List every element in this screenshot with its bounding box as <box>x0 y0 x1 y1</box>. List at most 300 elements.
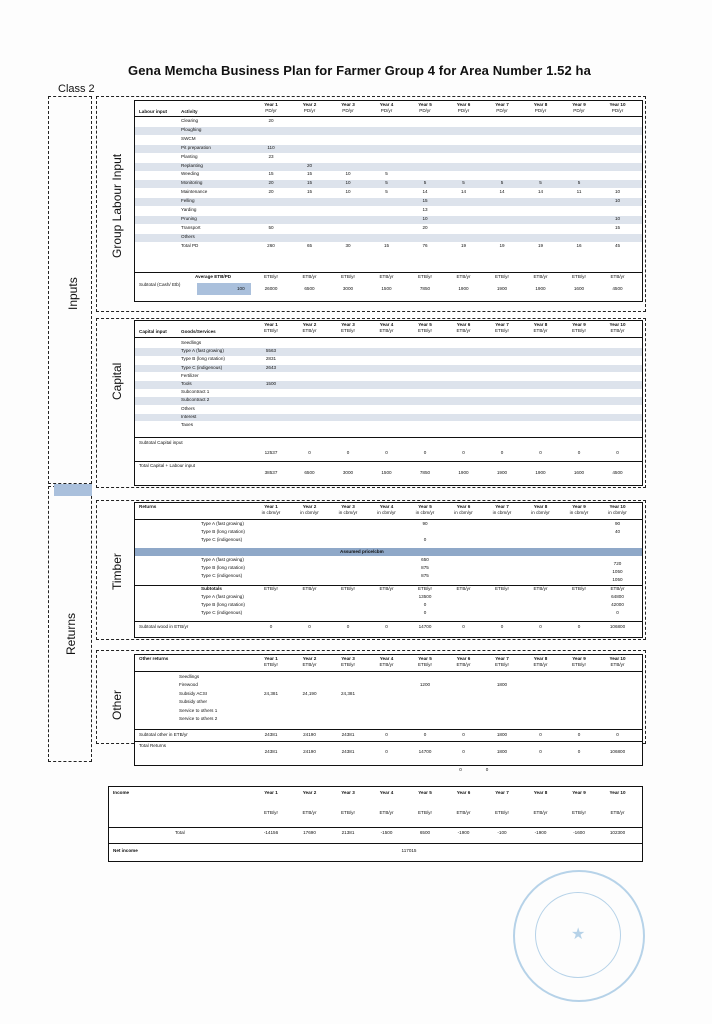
other-label: Other <box>110 689 124 720</box>
activity-label: Felling <box>181 198 195 204</box>
year-header: Year 3 <box>341 322 355 327</box>
year-header: Year 6 <box>456 102 471 107</box>
subtotal-wood-value: 0 <box>539 624 542 629</box>
other-total-value: 24381 <box>264 749 278 754</box>
price-band-row <box>135 548 642 556</box>
year-header: Year 10 <box>609 504 626 509</box>
net-income-label: Net income <box>113 848 138 853</box>
year-header: Year 10 <box>609 102 626 107</box>
unit-header: PD/yr <box>303 108 316 113</box>
unit-cell: ETB/yr <box>340 586 356 591</box>
price-y5: 875 <box>421 565 429 570</box>
year-header: Year 3 <box>341 790 355 795</box>
capital-subtotal-value: 12537 <box>264 450 278 455</box>
unit-header: ETB/yr <box>610 328 625 333</box>
unit-header: in cbm/yr <box>377 510 396 515</box>
income-total-value: -1900 <box>534 830 547 835</box>
unit-header: in cbm/yr <box>531 510 550 515</box>
unit-header: ETB/yr <box>263 662 279 667</box>
income-total-value: 21381 <box>341 830 355 835</box>
capital-total-value: 6500 <box>304 470 315 475</box>
year-header: Year 5 <box>418 656 432 661</box>
unit-header: ETB/yr <box>571 810 587 815</box>
unit-cell: ETB/yr <box>302 586 317 591</box>
unit-header: ETB/yr <box>417 810 433 815</box>
stamp-star-icon: ★ <box>571 926 586 943</box>
value-cell: 10 <box>614 189 621 195</box>
other-subtotal-value: 24190 <box>303 732 316 737</box>
activity-label: Monitoring <box>181 180 203 186</box>
value-cell: 76 <box>422 242 428 248</box>
value-cell: 40 <box>614 529 621 534</box>
table-row <box>135 198 642 206</box>
other-total-value: 0 <box>577 749 581 754</box>
capital-item-label: Tools <box>181 381 192 386</box>
value-cell: 24,381 <box>263 690 279 696</box>
value-cell: 13500 <box>418 594 432 599</box>
subtotal-rule <box>135 272 642 273</box>
unit-header: ETB/yr <box>533 810 548 815</box>
labour-col-header: Labour input <box>139 109 168 114</box>
unit-header: ETB/yr <box>571 328 587 333</box>
table-row <box>135 234 642 242</box>
capital-col-header: Capital input <box>139 329 167 334</box>
capital-total-value: 1900 <box>496 470 508 475</box>
capital-subtotal-value: 0 <box>539 450 542 455</box>
value-cell: 15 <box>268 171 274 177</box>
capital-subtotal-value: 0 <box>346 450 350 455</box>
activity-label: Yarding <box>181 207 197 212</box>
capital-total-label: Total Capital + Labour input <box>139 463 196 468</box>
other-total-value: 24381 <box>341 749 355 754</box>
unit-header: ETB/yr <box>340 328 356 333</box>
year-header: Year 5 <box>418 102 432 107</box>
value-cell: 5 <box>539 180 542 186</box>
subtotal-value: 6500 <box>304 286 315 291</box>
year-header: Year 3 <box>341 504 355 509</box>
unit-header: ETB/yr <box>571 662 587 667</box>
subtotal-rule <box>135 437 642 438</box>
below-value: 0 <box>459 767 462 772</box>
value-cell: 30 <box>345 242 351 248</box>
activity-label: Total PD <box>181 242 199 248</box>
other-total-value: 0 <box>385 749 388 754</box>
activity-label: Pit preparation <box>181 144 211 150</box>
value-cell: 20 <box>268 180 274 186</box>
year-header: Year 4 <box>379 102 394 107</box>
value-cell: 5 <box>500 180 504 186</box>
header-rule <box>135 519 642 520</box>
other-col-header: Other returns <box>139 656 169 661</box>
capital-subtotal-value: 0 <box>462 450 465 455</box>
unit-header: ETB/yr <box>263 328 279 333</box>
year-header: Year 8 <box>533 322 548 327</box>
other-subtotal-value: 24381 <box>341 732 355 737</box>
header-rule <box>135 116 642 117</box>
year-header: Year 6 <box>456 790 471 795</box>
year-header: Year 6 <box>456 322 471 327</box>
capital-total-value: 7850 <box>419 470 431 475</box>
other-subtotal-value: 0 <box>616 732 619 737</box>
capital-item-label: Type B (long rotation) <box>181 356 225 362</box>
other-subtotal-value: 0 <box>423 732 427 737</box>
other-total-label: Total Returns <box>139 743 167 748</box>
unit-cell: ETB/yr <box>533 274 548 279</box>
year-header: Year 7 <box>495 102 509 107</box>
unit-header: ETB/yr <box>302 328 317 333</box>
year-header: Year 8 <box>533 504 548 509</box>
other-item-label: Service to others 2 <box>179 716 218 721</box>
income-total-value: -14156 <box>263 830 279 835</box>
value-cell: 1800 <box>496 682 508 688</box>
unit-header: in cbm/yr <box>300 510 319 515</box>
value-cell: 5 <box>385 171 388 177</box>
total-rule <box>135 741 642 742</box>
year-header: Year 1 <box>264 322 278 327</box>
unit-header: PD/yr <box>380 108 393 113</box>
capital-total-value: 1500 <box>381 470 392 475</box>
unit-cell: ETB/yr <box>571 274 587 279</box>
subtotal-type-label: Type A (fast growing) <box>201 594 244 599</box>
year-header: Year 10 <box>609 790 626 795</box>
year-header: Year 5 <box>418 504 432 509</box>
other-item-label: Service to others 1 <box>179 707 218 713</box>
activity-label: Ploughing <box>181 126 202 132</box>
year-header: Year 4 <box>379 322 394 327</box>
subtotal-value: 4500 <box>612 286 623 291</box>
value-cell: 14 <box>460 189 467 195</box>
capital-total-value: 1900 <box>535 470 546 475</box>
value-cell: 20 <box>268 189 274 195</box>
unit-header: PD/yr <box>265 108 277 113</box>
other-item-label: Subsidy ACSI <box>179 690 208 696</box>
capital-total-value: 38537 <box>264 470 278 475</box>
income-total-value: 102300 <box>609 830 626 835</box>
timber-type-label: Type C (indigenous) <box>201 537 243 542</box>
capital-item-label: Type A (fast growing) <box>181 348 224 354</box>
other-total-value: 106800 <box>609 749 626 754</box>
unit-cell: ETB/yr <box>494 274 510 279</box>
value-cell: 15 <box>306 189 313 195</box>
income-total-label: Total <box>175 830 185 835</box>
value-cell: 42000 <box>611 602 624 607</box>
value-cell: 15 <box>614 224 621 230</box>
value-cell: 65 <box>306 242 313 248</box>
unit-header: PD/yr <box>419 108 431 113</box>
capital-total-value: 1900 <box>458 470 469 475</box>
unit-header: in cbm/yr <box>415 510 435 515</box>
labour-table <box>134 100 643 302</box>
year-header: Year 5 <box>418 790 432 795</box>
price-label: Assumed price/cbm <box>340 549 384 554</box>
value-cell: 24,381 <box>340 690 356 696</box>
capital-total-value: 3000 <box>342 470 354 475</box>
subtotal-wood-value: 106800 <box>609 624 626 629</box>
value-cell: 10 <box>345 189 351 195</box>
value-cell: 15 <box>306 180 313 186</box>
capital-item-value: 2643 <box>265 364 277 370</box>
price-type-label: Type B (long rotation) <box>201 565 245 570</box>
year-header: Year 4 <box>379 656 394 661</box>
year-header: Year 5 <box>418 322 432 327</box>
value-cell: 260 <box>267 242 275 248</box>
year-header: Year 1 <box>264 656 278 661</box>
value-cell: 14 <box>422 189 428 195</box>
other-subtotal-value: 0 <box>462 732 465 737</box>
other-item-label: Subsidy other <box>179 699 208 705</box>
other-subtotal-value: 0 <box>385 732 388 737</box>
value-cell: 90 <box>422 521 428 526</box>
price-y5: 650 <box>421 557 429 562</box>
unit-cell: ETB/yr <box>263 586 279 591</box>
activity-label: Transport <box>181 224 201 230</box>
unit-header: ETB/yr <box>456 328 471 333</box>
timber-type-label: Type B (long rotation) <box>201 529 245 534</box>
subtotal-wood-value: 0 <box>462 624 465 629</box>
price-y10: 720 <box>613 561 622 566</box>
capital-item-label: Others <box>181 405 195 411</box>
value-cell: 16 <box>576 242 582 248</box>
value-cell: 5 <box>577 180 581 186</box>
income-total-value: -100 <box>497 830 507 835</box>
capital-item-value: 5563 <box>265 348 277 354</box>
unit-cell: ETB/yr <box>302 274 317 279</box>
unit-header: in cbm/yr <box>608 510 627 515</box>
year-header: Year 4 <box>379 504 394 509</box>
unit-header: in cbm/yr <box>338 510 358 515</box>
year-header: Year 10 <box>609 322 626 327</box>
capital-item-label: Taxes <box>181 422 193 427</box>
activity-label: Clearing <box>181 118 199 123</box>
stamp-seal <box>513 870 645 1002</box>
price-type-label: Type A (fast growing) <box>201 557 244 562</box>
avg-label: Average ETB/PD <box>195 274 232 279</box>
unit-header: in cbm/yr <box>261 510 281 515</box>
capital-item-value: 1500 <box>265 381 277 386</box>
header-rule <box>135 337 642 338</box>
income-total-value: -1500 <box>380 830 393 835</box>
year-header: Year 1 <box>264 790 278 795</box>
unit-cell: ETB/yr <box>417 274 433 279</box>
unit-header: ETB/yr <box>340 662 356 667</box>
income-total-value: 6500 <box>419 830 431 835</box>
subtotal-value: 1600 <box>573 286 585 291</box>
activity-label: Pruning <box>181 215 197 221</box>
year-header: Year 9 <box>572 102 586 107</box>
other-subtotal-label: Subtotal other in ETB/yr <box>139 732 188 737</box>
year-header: Year 10 <box>609 656 626 661</box>
capital-label: Capital <box>110 362 124 400</box>
activity-col-header: Activity <box>181 109 198 114</box>
capital-subtotal-value: 0 <box>308 450 311 455</box>
value-cell: 5 <box>462 180 465 186</box>
table-row <box>135 145 642 153</box>
unit-header: PD/yr <box>611 108 624 113</box>
activity-label: SWCM <box>181 135 196 141</box>
capital-item-label: Type C (indigenous) <box>181 364 223 370</box>
subtotals-label: Subtotals <box>201 586 222 591</box>
value-cell: 24,190 <box>302 690 317 696</box>
income-total-value: -1900 <box>457 830 470 835</box>
year-header: Year 8 <box>533 102 548 107</box>
subtotal-value: 7850 <box>419 286 431 291</box>
capital-item-label: Subcontract 2 <box>181 397 210 403</box>
other-subtotal-value: 1800 <box>496 732 508 737</box>
subtotal-value: 26000 <box>264 286 278 291</box>
subtotal-type-label: Type B (long rotation) <box>201 602 245 607</box>
other-subtotal-value: 0 <box>539 732 542 737</box>
timber-label: Timber <box>110 553 124 590</box>
unit-cell: ETB/yr <box>494 586 510 591</box>
other-item-label: Firewood <box>179 682 198 688</box>
capital-subtotal-value: 0 <box>616 450 619 455</box>
subtotal-wood-value: 0 <box>269 624 273 629</box>
total-rule <box>109 827 642 828</box>
unit-cell: ETB/yr <box>263 274 279 279</box>
capital-item-value: 2831 <box>265 356 277 362</box>
value-cell: 15 <box>306 171 313 177</box>
value-cell: 10 <box>614 198 621 204</box>
unit-header: PD/yr <box>342 108 354 113</box>
unit-header: ETB/yr <box>417 328 433 333</box>
year-header: Year 2 <box>302 322 317 327</box>
price-type-label: Type C (indigenous) <box>201 573 243 578</box>
value-cell: 19 <box>537 242 544 248</box>
year-header: Year 4 <box>379 790 394 795</box>
value-cell: 50 <box>268 224 274 230</box>
income-total-value: 17690 <box>303 830 316 835</box>
subtotal-wood-value: 0 <box>346 624 350 629</box>
returns-col-header: Returns <box>139 504 157 509</box>
inputs-label: Inputs <box>66 277 80 310</box>
unit-header: ETB/yr <box>379 810 394 815</box>
price-y5: 875 <box>421 573 429 578</box>
group-labour-label: Group Labour Input <box>110 153 124 258</box>
other-table <box>134 654 643 766</box>
capital-subtotal-value: 0 <box>423 450 427 455</box>
value-cell: 15 <box>422 198 428 204</box>
subtotal-value: 1900 <box>535 286 546 291</box>
subtotal-value: 1900 <box>458 286 469 291</box>
other-total-value: 1800 <box>496 749 508 754</box>
unit-header: ETB/yr <box>417 662 433 667</box>
unit-cell: ETB/yr <box>456 586 471 591</box>
unit-header: PD/yr <box>573 108 585 113</box>
subtotal-wood-label: Subtotal wood in ETB/yr <box>139 624 189 629</box>
value-cell: 45 <box>614 242 621 248</box>
value-cell: 20 <box>306 162 313 168</box>
value-cell: 0 <box>423 537 427 542</box>
value-cell: 64800 <box>611 594 624 599</box>
table-row <box>135 414 642 422</box>
value-cell: 20 <box>268 118 274 123</box>
income-table <box>108 786 643 862</box>
unit-cell: ETB/yr <box>610 586 625 591</box>
value-cell: 5 <box>385 189 388 195</box>
unit-cell: ETB/yr <box>417 586 433 591</box>
year-header: Year 8 <box>533 656 548 661</box>
year-header: Year 3 <box>341 102 355 107</box>
capital-item-label: Seedlings <box>181 340 202 345</box>
header-rule <box>135 671 642 672</box>
table-row <box>135 216 642 224</box>
table-row <box>135 163 642 171</box>
year-header: Year 9 <box>572 656 586 661</box>
year-header: Year 7 <box>495 656 509 661</box>
unit-header: ETB/yr <box>379 662 394 667</box>
gap-highlight <box>54 484 92 496</box>
value-cell: 10 <box>422 215 428 221</box>
wood-rule <box>135 621 642 622</box>
year-header: Year 7 <box>495 790 509 795</box>
subtotal-value: 1900 <box>496 286 508 291</box>
capital-item-label: Subcontract 1 <box>181 389 210 395</box>
price-y10: 1050 <box>612 569 623 574</box>
unit-header: ETB/yr <box>379 328 394 333</box>
year-header: Year 2 <box>302 102 317 107</box>
page-title: Gena Memcha Business Plan for Farmer Group 4 for Area Number 1.52 ha <box>128 63 591 78</box>
year-header: Year 7 <box>495 504 509 509</box>
value-cell: 19 <box>460 242 467 248</box>
unit-header: ETB/yr <box>494 328 510 333</box>
other-total-value: 0 <box>462 749 465 754</box>
class-label: Class 2 <box>58 83 95 95</box>
capital-subtotal-value: 0 <box>577 450 581 455</box>
timber-type-label: Type A (fast growing) <box>201 521 244 526</box>
value-cell: 110 <box>267 144 275 150</box>
year-header: Year 9 <box>572 504 586 509</box>
unit-header: in cbm/yr <box>492 510 512 515</box>
unit-cell: ETB/yr <box>340 274 356 279</box>
unit-header: ETB/yr <box>533 328 548 333</box>
year-header: Year 1 <box>264 102 278 107</box>
unit-header: in cbm/yr <box>454 510 473 515</box>
unit-header: ETB/yr <box>340 810 356 815</box>
unit-cell: ETB/yr <box>456 274 471 279</box>
table-row <box>135 381 642 389</box>
value-cell: 5 <box>385 180 388 186</box>
other-below <box>134 766 641 776</box>
unit-header: PD/yr <box>534 108 547 113</box>
returns-label: Returns <box>64 612 78 655</box>
unit-header: ETB/yr <box>456 810 471 815</box>
capital-subtotal-value: 0 <box>385 450 388 455</box>
subtotal-value: 1500 <box>381 286 392 291</box>
value-cell: 10 <box>614 215 621 221</box>
unit-header: ETB/yr <box>494 662 510 667</box>
year-header: Year 7 <box>495 322 509 327</box>
unit-cell: ETB/yr <box>379 586 394 591</box>
year-header: Year 2 <box>302 656 317 661</box>
value-cell: 20 <box>422 224 428 230</box>
unit-header: ETB/yr <box>610 810 625 815</box>
value-cell: 15 <box>383 242 390 248</box>
year-header: Year 3 <box>341 656 355 661</box>
capital-item-label: Fertilizer <box>181 372 199 378</box>
value-cell: 0 <box>423 602 427 607</box>
subtotal-wood-value: 0 <box>308 624 311 629</box>
other-total-value: 0 <box>539 749 542 754</box>
year-header: Year 2 <box>302 504 317 509</box>
other-subtotal-value: 24381 <box>264 732 278 737</box>
value-cell: 14 <box>537 189 544 195</box>
other-item-label: Seedlings <box>179 674 200 679</box>
value-cell: 5 <box>423 180 427 186</box>
capital-table <box>134 320 643 486</box>
unit-header: ETB/yr <box>456 662 471 667</box>
below-value: 0 <box>485 767 489 772</box>
other-subtotal-value: 0 <box>577 732 581 737</box>
